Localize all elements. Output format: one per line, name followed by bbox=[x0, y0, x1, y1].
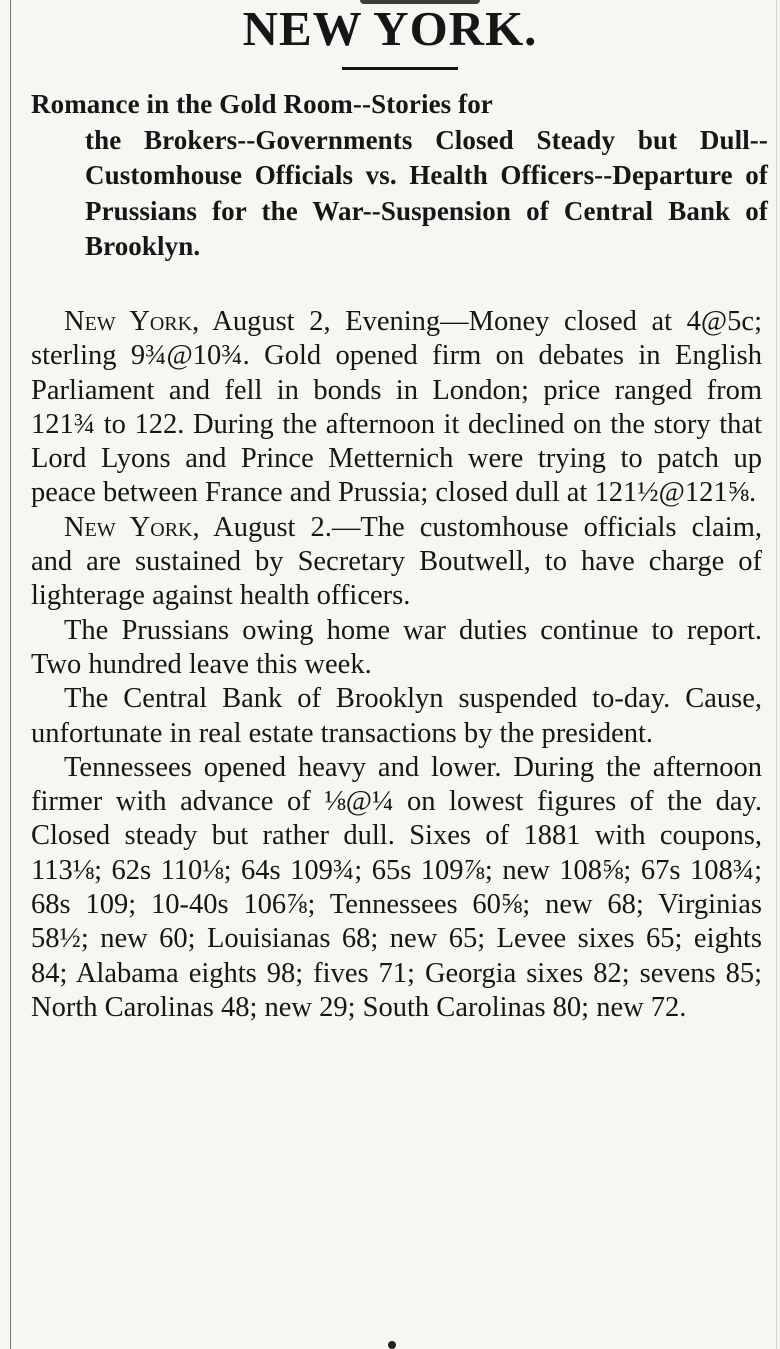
next-column-ink bbox=[388, 1341, 396, 1349]
paragraph-bond-prices bbox=[31, 751, 762, 1025]
paragraph-text: The Central Bank of Brooklyn suspended to-day. Cause, unfortunate in real estate transactions by the president. bbox=[31, 683, 762, 749]
dateline: New York bbox=[64, 511, 193, 543]
paragraph-central-bank bbox=[31, 682, 762, 751]
subheadline-rest: the Brokers--Governments Closed Steady but Dull--Customhouse Officials vs. Health Officers--Departure of Prussians for the War--Suspension of Central Bank of Brooklyn. bbox=[85, 124, 768, 262]
subheadline-first-line: Romance in the Gold Room--Stories for bbox=[31, 89, 493, 119]
column-rule-right bbox=[776, 0, 777, 1349]
dateline: New York bbox=[64, 306, 193, 337]
section-title: NEW YORK. bbox=[242, 1, 538, 56]
subheadline bbox=[31, 87, 768, 265]
paragraph-text: Tennessees opened heavy and lower. During the afternoon firmer with advance of ⅛@¼ on lowest figures of the day. Closed steady but rather dull. Sixes of 1881 with coupons, 113⅛; 62s 110⅛; 64s 109¾; 65s 109⅞; new 108⅝; 67s 108¾; 68s 109; 10-40s 106⅞; Tennessees 60⅝; new 68; Virginias 58½; new 60; Louisianas 68; new 65; Levee sixes 65; eights 84; Alabama eights 98; fives 71; Georgia sixes 82; sevens 85; North Carolinas 48; new 29; South Carolinas 80; new 72. bbox=[31, 751, 762, 1023]
article-body bbox=[31, 305, 762, 1025]
paragraph-prussians bbox=[31, 614, 762, 683]
paragraph-text: , August 2, Evening—Money closed at 4@5c; sterling 9¾@10¾. Gold opened firm on debates in English Parliament and fell in bonds in London; price ranged from 121¾ to 122. During the afternoon it declined on the story that Lord Lyons and Prince Metternich were trying to patch up peace between France and Prussia; closed dull at 121½@121⅝. bbox=[31, 306, 762, 509]
paragraph-customhouse bbox=[31, 511, 762, 614]
column-rule-left bbox=[10, 0, 11, 1349]
paragraph-text: The Prussians owing home war duties continue to report. Two hundred leave this week. bbox=[31, 614, 762, 680]
title-rule bbox=[342, 67, 458, 70]
paragraph-text: , August 2.—The customhouse officials claim, and are sustained by Secretary Boutwell, to have charge of lighterage against health officers. bbox=[31, 511, 762, 612]
paragraph-money-gold bbox=[31, 305, 762, 511]
